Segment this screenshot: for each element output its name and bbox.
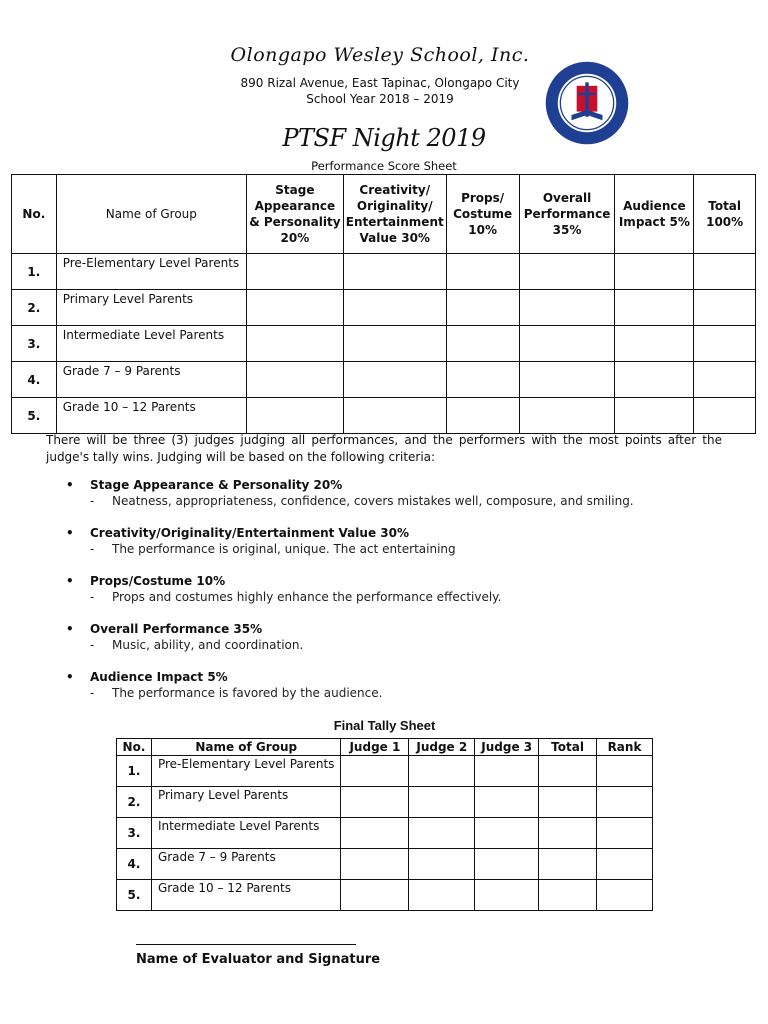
row-number: 4. xyxy=(117,849,152,880)
score-cell[interactable] xyxy=(539,756,597,787)
score-cell[interactable] xyxy=(446,398,519,434)
score-cell[interactable] xyxy=(694,326,756,362)
list-item xyxy=(66,670,716,718)
signature-label: Name of Evaluator and Signature xyxy=(136,952,381,967)
group-name: Grade 10 – 12 Parents xyxy=(56,398,246,434)
table-row xyxy=(117,787,653,818)
group-name: Grade 7 – 9 Parents xyxy=(151,849,341,880)
score-cell[interactable] xyxy=(341,818,409,849)
group-name: Primary Level Parents xyxy=(151,787,341,818)
score-cell[interactable] xyxy=(343,398,446,434)
score-cell[interactable] xyxy=(341,849,409,880)
table-row xyxy=(117,880,653,911)
score-cell[interactable] xyxy=(539,787,597,818)
list-item xyxy=(66,478,716,526)
score-cell[interactable] xyxy=(343,254,446,290)
score-cell[interactable] xyxy=(475,818,539,849)
header-cell: Overall Performance 35% xyxy=(519,175,615,254)
score-cell[interactable] xyxy=(615,398,694,434)
row-number: 5. xyxy=(12,398,57,434)
criterion-title: • Overall Performance 35% xyxy=(66,622,716,636)
table-row xyxy=(117,756,653,787)
criterion-description: - Props and costumes highly enhance the performance effectively. xyxy=(66,590,716,604)
score-cell[interactable] xyxy=(615,362,694,398)
score-cell[interactable] xyxy=(446,290,519,326)
row-number: 3. xyxy=(117,818,152,849)
score-cell[interactable] xyxy=(475,880,539,911)
table-row xyxy=(117,849,653,880)
score-cell[interactable] xyxy=(446,254,519,290)
header-cell: Judge 1 xyxy=(341,739,409,756)
score-cell[interactable] xyxy=(341,787,409,818)
row-number: 5. xyxy=(117,880,152,911)
score-cell[interactable] xyxy=(246,326,343,362)
row-number: 3. xyxy=(12,326,57,362)
score-cell[interactable] xyxy=(519,290,615,326)
school-address: 890 Rizal Avenue, East Tapinac, Olongapo City xyxy=(240,76,520,90)
header-cell: Judge 2 xyxy=(409,739,475,756)
criteria-list xyxy=(66,478,716,718)
group-name: Intermediate Level Parents xyxy=(56,326,246,362)
score-cell[interactable] xyxy=(539,849,597,880)
table-row xyxy=(117,818,653,849)
group-name: Grade 10 – 12 Parents xyxy=(151,880,341,911)
header-cell: Creativity/ Originality/ Entertainment Value 30% xyxy=(343,175,446,254)
row-number: 4. xyxy=(12,362,57,398)
score-cell[interactable] xyxy=(343,326,446,362)
final-tally-table xyxy=(116,738,653,911)
score-cell[interactable] xyxy=(597,756,653,787)
event-title: PTSF Night 2019 xyxy=(282,124,486,152)
criterion-description: - Music, ability, and coordination. xyxy=(66,638,716,652)
score-cell[interactable] xyxy=(475,756,539,787)
group-name: Pre-Elementary Level Parents xyxy=(151,756,341,787)
criterion-description: - Neatness, appropriateness, confidence, covers mistakes well, composure, and smiling. xyxy=(66,494,716,508)
header-cell: Name of Group xyxy=(151,739,341,756)
score-cell[interactable] xyxy=(343,290,446,326)
school-year: School Year 2018 – 2019 xyxy=(306,92,454,106)
table-row xyxy=(12,254,756,290)
score-cell[interactable] xyxy=(409,787,475,818)
criterion-description: - The performance is original, unique. The act entertaining xyxy=(66,542,716,556)
score-cell[interactable] xyxy=(519,254,615,290)
score-cell[interactable] xyxy=(409,818,475,849)
score-cell[interactable] xyxy=(597,849,653,880)
group-name: Intermediate Level Parents xyxy=(151,818,341,849)
criterion-title: • Creativity/Originality/Entertainment Value 30% xyxy=(66,526,716,540)
score-cell[interactable] xyxy=(597,818,653,849)
tally-sheet-title: Final Tally Sheet xyxy=(333,718,436,733)
score-cell[interactable] xyxy=(475,787,539,818)
score-cell[interactable] xyxy=(615,254,694,290)
criterion-description: - The performance is favored by the audience. xyxy=(66,686,716,700)
score-cell[interactable] xyxy=(246,290,343,326)
table-row xyxy=(12,326,756,362)
score-header-row xyxy=(12,175,756,254)
list-item xyxy=(66,574,716,622)
row-number: 2. xyxy=(117,787,152,818)
signature-line[interactable] xyxy=(136,944,356,945)
header-cell: Judge 3 xyxy=(475,739,539,756)
header-cell: Audience Impact 5% xyxy=(615,175,694,254)
score-cell[interactable] xyxy=(539,880,597,911)
score-cell[interactable] xyxy=(446,362,519,398)
score-cell[interactable] xyxy=(446,326,519,362)
row-number: 1. xyxy=(12,254,57,290)
score-cell[interactable] xyxy=(409,849,475,880)
list-item xyxy=(66,622,716,670)
row-number: 2. xyxy=(12,290,57,326)
score-cell[interactable] xyxy=(519,362,615,398)
header-cell: No. xyxy=(117,739,152,756)
score-cell[interactable] xyxy=(694,290,756,326)
header-cell: Total xyxy=(539,739,597,756)
score-cell[interactable] xyxy=(246,362,343,398)
criterion-title: • Stage Appearance & Personality 20% xyxy=(66,478,716,492)
score-cell[interactable] xyxy=(694,254,756,290)
tally-header-row xyxy=(117,739,653,756)
score-cell[interactable] xyxy=(694,362,756,398)
header-cell: Rank xyxy=(597,739,653,756)
header-cell: No. xyxy=(12,175,57,254)
score-cell[interactable] xyxy=(246,398,343,434)
group-name: Grade 7 – 9 Parents xyxy=(56,362,246,398)
score-cell[interactable] xyxy=(597,880,653,911)
score-cell[interactable] xyxy=(597,787,653,818)
table-row xyxy=(12,398,756,434)
group-name: Primary Level Parents xyxy=(56,290,246,326)
score-cell[interactable] xyxy=(341,756,409,787)
score-cell[interactable] xyxy=(694,398,756,434)
criterion-title: • Audience Impact 5% xyxy=(66,670,716,684)
score-cell[interactable] xyxy=(519,326,615,362)
score-cell[interactable] xyxy=(409,880,475,911)
score-cell[interactable] xyxy=(615,290,694,326)
row-number: 1. xyxy=(117,756,152,787)
score-cell[interactable] xyxy=(615,326,694,362)
header-cell: Stage Appearance & Personality 20% xyxy=(246,175,343,254)
score-cell[interactable] xyxy=(343,362,446,398)
score-cell[interactable] xyxy=(409,756,475,787)
criterion-title: • Props/Costume 10% xyxy=(66,574,716,588)
list-item xyxy=(66,526,716,574)
performance-score-table xyxy=(11,174,756,434)
header-cell: Props/ Costume 10% xyxy=(446,175,519,254)
table-row xyxy=(12,362,756,398)
group-name: Pre-Elementary Level Parents xyxy=(56,254,246,290)
table-row xyxy=(12,290,756,326)
score-cell[interactable] xyxy=(539,818,597,849)
score-cell[interactable] xyxy=(341,880,409,911)
score-sheet-title: Performance Score Sheet xyxy=(311,159,457,173)
header-cell: Total 100% xyxy=(694,175,756,254)
score-cell[interactable] xyxy=(519,398,615,434)
school-name: Olongapo Wesley School, Inc. xyxy=(230,44,530,66)
score-cell[interactable] xyxy=(475,849,539,880)
header-cell: Name of Group xyxy=(56,175,246,254)
judging-intro-text: There will be three (3) judges judging all performances, and the performers with the most points after the judge's tally wins. Judging will be based on the following criteria: xyxy=(46,433,722,464)
score-cell[interactable] xyxy=(246,254,343,290)
